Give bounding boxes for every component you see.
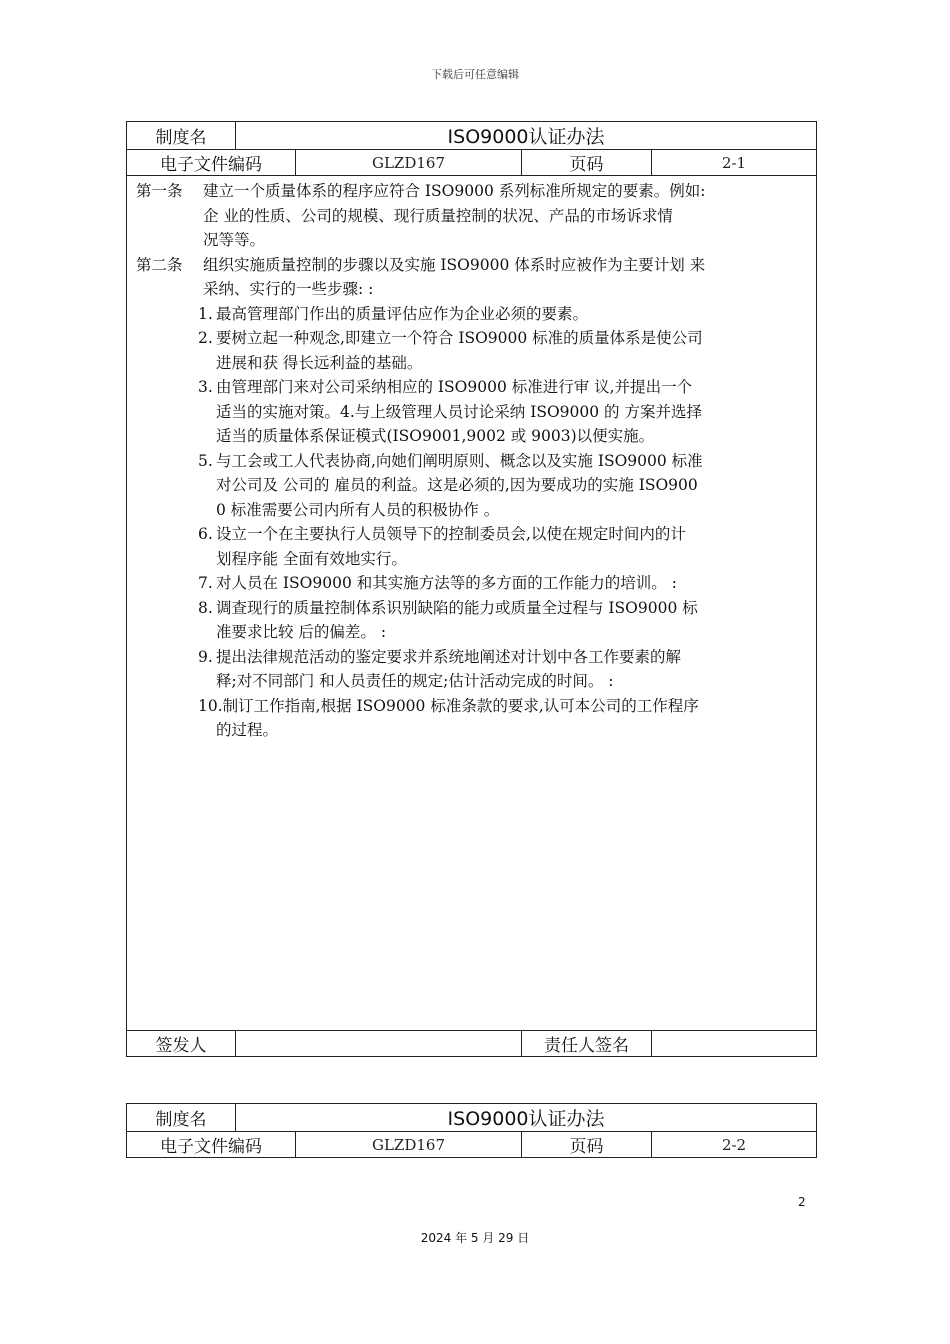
file-code-label: 电子文件编码 xyxy=(127,1132,296,1158)
list-item xyxy=(198,375,806,449)
item-number: 10. xyxy=(198,696,223,715)
issuer-field[interactable] xyxy=(236,1031,522,1057)
item-line: 释;对不同部门 和人员责任的规定;估计活动完成的时间。 : xyxy=(216,672,614,690)
article-2 xyxy=(136,253,806,302)
responsible-signature-label: 责任人签名 xyxy=(522,1031,652,1057)
item-number: 7. xyxy=(198,574,213,592)
article-label: 第一条 xyxy=(136,182,183,200)
item-line: 适当的实施对策。4.与上级管理人员讨论采纳 ISO9000 的 方案并选择 xyxy=(216,402,702,421)
item-line: 调查现行的质量控制体系识别缺陷的能力或质量全过程与 ISO9000 标 xyxy=(216,598,698,617)
list-item xyxy=(198,522,806,571)
list-item xyxy=(198,449,806,523)
policy-form-page-2 xyxy=(126,1103,817,1158)
list-item xyxy=(198,571,806,596)
file-code-value: GLZD167 xyxy=(296,1132,522,1158)
file-code-value: GLZD167 xyxy=(296,150,522,176)
page-value: 2-2 xyxy=(652,1132,817,1158)
header-note: 下载后可任意编辑 xyxy=(431,68,519,81)
item-line: 与工会或工人代表协商,向她们阐明原则、概念以及实施 ISO9000 标准 xyxy=(216,451,703,470)
item-line: 适当的质量体系保证模式(ISO9001,9002 或 9003)以便实施。 xyxy=(216,427,655,445)
policy-title: ISO9000认证办法 xyxy=(236,1104,817,1132)
item-line: 制订工作指南,根据 ISO9000 标准条款的要求,认可本公司的工作程序 xyxy=(222,696,699,715)
item-number: 1. xyxy=(198,304,213,323)
list-item xyxy=(198,596,806,645)
article-line: 组织实施质量控制的步骤以及实施 ISO9000 体系时应被作为主要计划 来 xyxy=(203,255,706,274)
policy-content xyxy=(127,176,816,743)
item-line: 0 标准需要公司内所有人员的积极协作 。 xyxy=(216,500,500,519)
item-line: 准要求比较 后的偏差。 : xyxy=(216,623,387,641)
page-label: 页码 xyxy=(522,150,652,176)
step-list xyxy=(136,302,806,743)
article-line: 企 业的性质、公司的规模、现行质量控制的状况、产品的市场诉求情 xyxy=(203,206,673,225)
item-line: 提出法律规范活动的鉴定要求并系统地阐述对计划中各工作要素的解 xyxy=(216,647,682,666)
article-1 xyxy=(136,179,806,253)
item-number: 3. xyxy=(198,378,213,396)
file-code-label: 电子文件编码 xyxy=(127,150,296,176)
item-line: 最高管理部门作出的质量评估应作为企业必须的要素。 xyxy=(216,304,589,323)
issuer-label: 签发人 xyxy=(127,1031,236,1057)
article-line: 建立一个质量体系的程序应符合 ISO9000 系列标准所规定的要素。例如: xyxy=(203,182,706,200)
page-value: 2-1 xyxy=(652,150,817,176)
policy-title: ISO9000认证办法 xyxy=(236,122,817,150)
policy-form-page-1 xyxy=(126,121,817,1057)
responsible-signature-field[interactable] xyxy=(652,1031,817,1057)
list-item xyxy=(198,645,806,694)
item-line: 要树立起一种观念,即建立一个符合 ISO9000 标准的质量体系是使公司 xyxy=(216,329,703,347)
page-label: 页码 xyxy=(522,1132,652,1158)
policy-name-label: 制度名 xyxy=(127,122,236,150)
item-line: 对人员在 ISO9000 和其实施方法等的多方面的工作能力的培训。 : xyxy=(216,574,677,592)
article-line: 况等等。 xyxy=(203,231,266,249)
list-item xyxy=(198,326,806,375)
article-line: 采纳、实行的一些步骤: : xyxy=(203,280,374,298)
item-number: 6. xyxy=(198,525,213,543)
item-number: 5. xyxy=(198,451,213,470)
item-number: 8. xyxy=(198,598,213,617)
item-number: 2. xyxy=(198,329,213,347)
item-line: 设立一个在主要执行人员领导下的控制委员会,以使在规定时间内的计 xyxy=(216,525,686,543)
page-number: 2 xyxy=(798,1195,806,1209)
item-line: 对公司及 公司的 雇员的利益。这是必须的,因为要成功的实施 ISO900 xyxy=(216,476,698,494)
item-line: 划程序能 全面有效地实行。 xyxy=(216,549,407,568)
policy-name-label: 制度名 xyxy=(127,1104,236,1132)
item-line: 进展和获 得长远利益的基础。 xyxy=(216,353,423,372)
item-number: 9. xyxy=(198,647,213,666)
item-line: 的过程。 xyxy=(216,721,279,739)
list-item xyxy=(198,302,806,327)
list-item xyxy=(198,694,806,743)
policy-content-cell xyxy=(127,176,817,1031)
article-label: 第二条 xyxy=(136,255,183,274)
footer-date: 2024 年 5 月 29 日 xyxy=(420,1231,530,1245)
item-line: 由管理部门来对公司采纳相应的 ISO9000 标准进行审 议,并提出一个 xyxy=(216,378,693,396)
